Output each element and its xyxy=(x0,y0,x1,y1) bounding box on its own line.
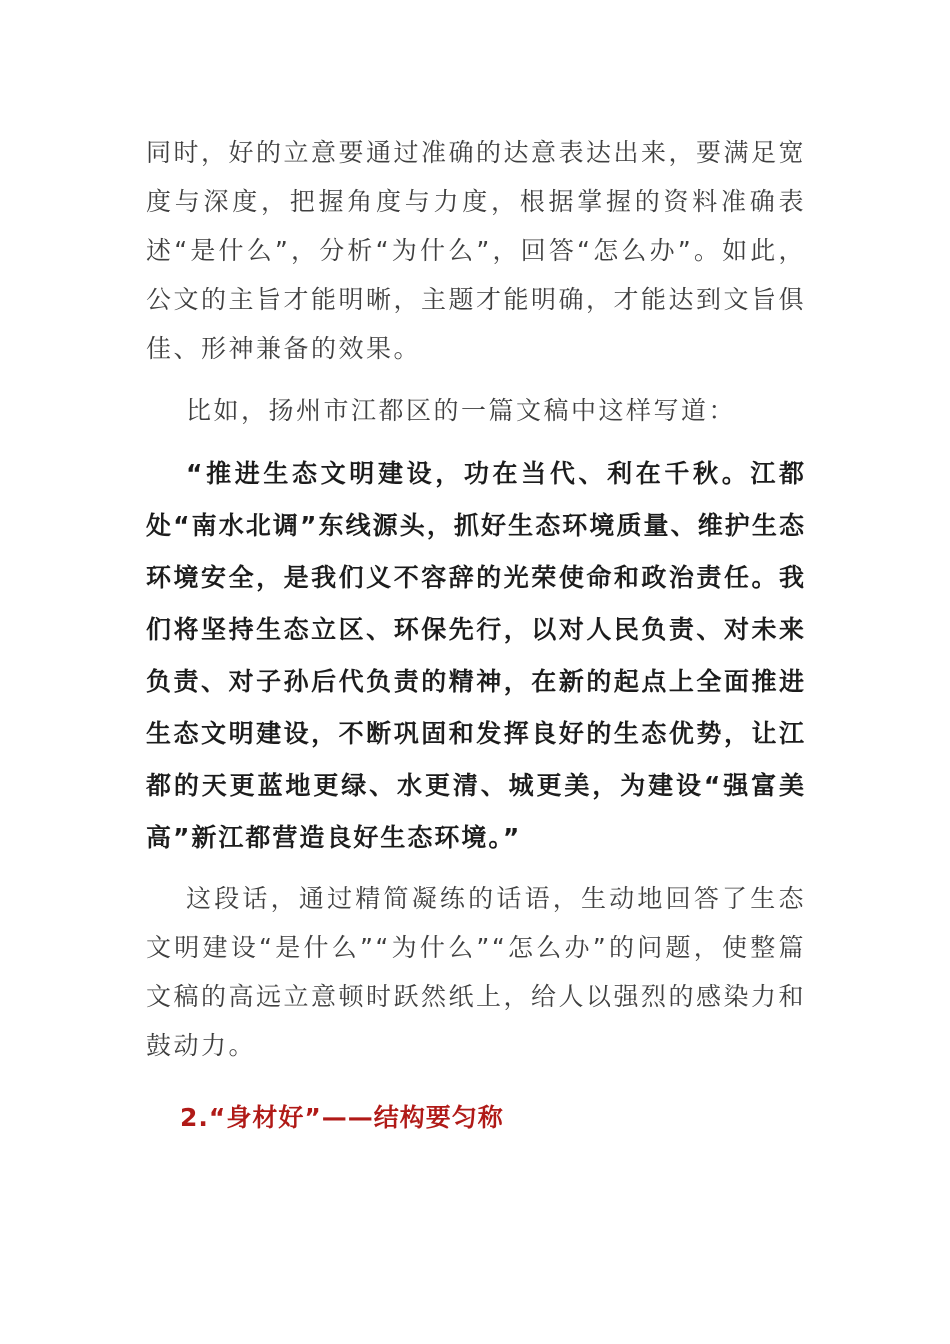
commentary-paragraph: 这段话，通过精简凝练的话语，生动地回答了生态文明建设“是什么”“为什么”“怎么办”的问题，使整篇文稿的高远立意顿时跃然纸上，给人以强烈的感染力和鼓动力。 xyxy=(146,884,807,1060)
section-heading: 2.“身材好”——结构要匀称 xyxy=(180,1103,504,1132)
example-lead-paragraph: 比如，扬州市江都区的一篇文稿中这样写道： xyxy=(186,396,737,425)
intro-paragraph: 同时，好的立意要通过准确的达意表达出来，要满足宽度与深度，把握角度与力度，根据掌握的资料准确表述“是什么”，分析“为什么”，回答“怎么办”。如此，公文的主旨才能明晰，主题才能明确，才能达到文旨俱佳、形神兼备的效果。 xyxy=(146,138,807,363)
document-body xyxy=(146,128,806,1142)
quoted-passage: “推进生态文明建设，功在当代、利在千秋。江都处“南水北调”东线源头，抓好生态环境质量、维护生态环境安全，是我们义不容辞的光荣使命和政治责任。我们将坚持生态立区、环保先行，以对人民负责、对未来负责、对子孙后代负责的精神，在新的起点上全面推进生态文明建设，不断巩固和发挥良好的生态优势，让江都的天更蓝地更绿、水更清、城更美，为建设“强富美高”新江都营造良好生态环境。” xyxy=(146,459,806,852)
